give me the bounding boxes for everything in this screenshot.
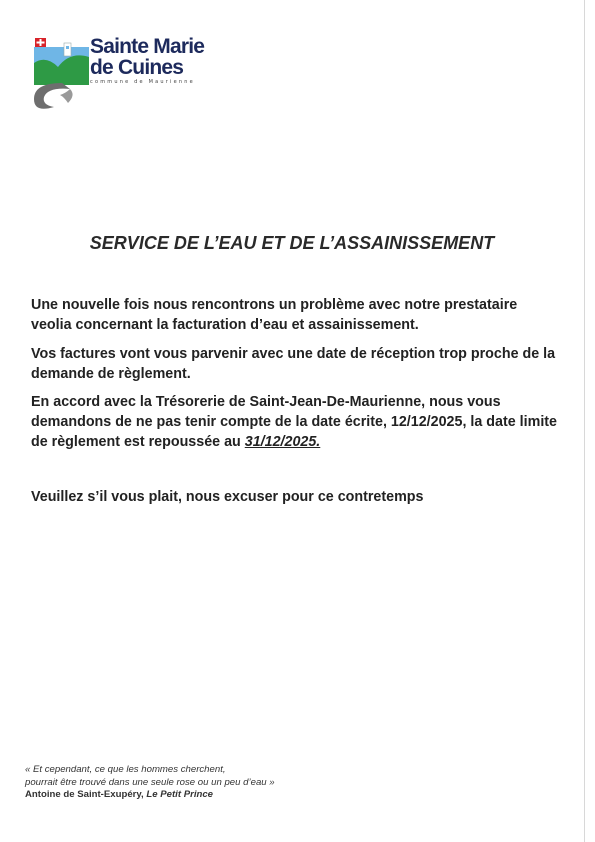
- quote-line-1: « Et cependant, ce que les hommes cherchent,: [25, 764, 226, 775]
- quote-attribution: [25, 789, 275, 802]
- quote-work: Le Petit Prince: [146, 789, 214, 800]
- page-title: SERVICE DE L’EAU ET DE L’ASSAINISSEMENT: [89, 233, 495, 253]
- new-deadline-date: 31/12/2025.: [244, 434, 321, 450]
- commune-logo-icon: [30, 33, 92, 113]
- logo-subtitle: commune de Maurienne: [90, 79, 195, 85]
- paragraph-agreement: [31, 392, 561, 452]
- quote-author: Antoine de Saint-Exupéry,: [25, 789, 147, 800]
- commune-logo: [30, 33, 230, 113]
- logo-name-line1: Sainte Marie: [90, 35, 205, 58]
- page-edge: [584, 0, 585, 842]
- logo-text: [90, 35, 205, 85]
- quote-line-2: pourrait être trouvé dans une seule rose ou un peu d’eau »: [25, 776, 275, 788]
- agreement-text: En accord avec la Trésorerie de Saint-Jean-De-Maurienne, nous vous demandons de ne pas tenir compte de la date écrite, 12/12/2025, la date limite de règlement est repoussée au: [31, 394, 558, 450]
- paragraph-apology: Veuillez s’il vous plait, nous excuser pour ce contretemps: [31, 489, 424, 505]
- paragraph-problem: Une nouvelle fois nous rencontrons un problème avec notre prestataire veolia concernant la facturation d’eau et assainissement.: [31, 297, 518, 333]
- footer-quote: [25, 764, 275, 802]
- logo-name-line2: de Cuines: [90, 56, 184, 79]
- paragraph-invoices: Vos factures vont vous parvenir avec une date de réception trop proche de la demande de règlement.: [31, 346, 556, 382]
